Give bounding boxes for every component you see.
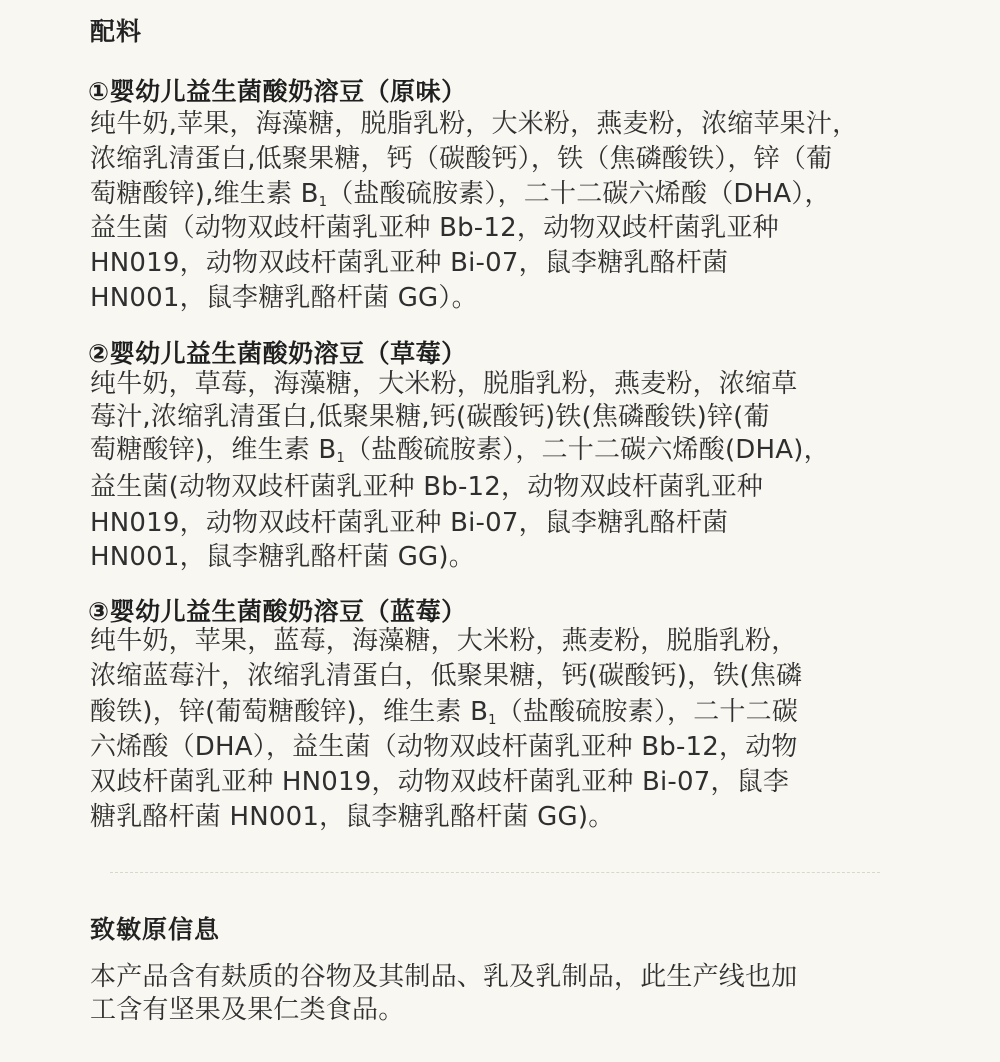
section-strawberry-line-3-text: 萄糖酸锌)，维生素 B	[90, 435, 337, 465]
allergen-heading: 致敏原信息	[90, 915, 221, 944]
section-original-line-1: 纯牛奶,苹果，海藻糖，脱脂乳粉，大米粉，燕麦粉，浓缩苹果汁，	[90, 109, 859, 139]
section-strawberry-line-2: 莓汁,浓缩乳清蛋白,低聚果糖,钙(碳酸钙)铁(焦磷酸铁)锌(葡	[90, 402, 770, 432]
section-strawberry-line-6: HN001，鼠李糖乳酪杆菌 GG)。	[90, 542, 475, 572]
section-title-blueberry: ③婴幼儿益生菌酸奶溶豆（蓝莓）	[88, 597, 467, 626]
section-original-line-3-tail: （盐酸硫胺素），二十二碳六烯酸（DHA），	[327, 179, 831, 209]
section-original-line-4: 益生菌（动物双歧杆菌乳亚种 Bb-12，动物双歧杆菌乳亚种	[90, 213, 779, 243]
section-original-line-2: 浓缩乳清蛋白,低聚果糖，钙（碳酸钙），铁（焦磷酸铁），锌（葡	[90, 144, 833, 174]
section-blueberry-line-2: 浓缩蓝莓汁，浓缩乳清蛋白，低聚果糖，钙(碳酸钙)，铁(焦磷	[90, 661, 803, 691]
section-original-line-3-text: 萄糖酸锌),维生素 B	[90, 179, 319, 209]
section-strawberry-line-4: 益生菌(动物双歧杆菌乳亚种 Bb-12，动物双歧杆菌乳亚种	[90, 472, 764, 502]
section-blueberry-line-6: 糖乳酪杆菌 HN001，鼠李糖乳酪杆菌 GG)。	[90, 802, 615, 832]
section-strawberry-line-3-tail: （盐酸硫胺素），二十二碳六烯酸(DHA)，	[344, 435, 830, 465]
vitamin-b1-subscript: 1	[336, 451, 345, 466]
allergen-line-1: 本产品含有麸质的谷物及其制品、乳及乳制品，此生产线也加	[90, 962, 798, 992]
vitamin-b1-subscript: 1	[318, 195, 328, 210]
section-original-line-6: HN001，鼠李糖乳酪杆菌 GG）。	[90, 283, 478, 313]
section-blueberry-line-1: 纯牛奶，苹果，蓝莓，海藻糖，大米粉，燕麦粉，脱脂乳粉，	[90, 626, 798, 656]
section-title-original: ①婴幼儿益生菌酸奶溶豆（原味）	[88, 77, 467, 106]
section-original-line-5: HN019，动物双歧杆菌乳亚种 Bi-07，鼠李糖乳酪杆菌	[90, 248, 729, 278]
section-strawberry-line-5: HN019，动物双歧杆菌乳亚种 Bi-07，鼠李糖乳酪杆菌	[90, 508, 729, 538]
ingredients-heading: 配料	[90, 17, 143, 46]
section-blueberry-line-5: 双歧杆菌乳亚种 HN019，动物双歧杆菌乳亚种 Bi-07，鼠李	[90, 767, 790, 797]
allergen-line-2: 工含有坚果及果仁类食品。	[90, 995, 405, 1025]
section-strawberry-line-1: 纯牛奶，草莓，海藻糖，大米粉，脱脂乳粉，燕麦粉，浓缩草	[90, 369, 798, 399]
section-blueberry-line-3-text: 酸铁)，锌(葡萄糖酸锌)，维生素 B	[90, 697, 489, 727]
vitamin-b1-subscript: 1	[488, 713, 497, 728]
section-divider	[110, 872, 880, 874]
section-title-strawberry: ②婴幼儿益生菌酸奶溶豆（草莓）	[88, 339, 467, 368]
section-blueberry-line-3-tail: （盐酸硫胺素），二十二碳	[496, 697, 799, 727]
section-blueberry-line-4: 六烯酸（DHA），益生菌（动物双歧杆菌乳亚种 Bb-12，动物	[90, 732, 798, 762]
